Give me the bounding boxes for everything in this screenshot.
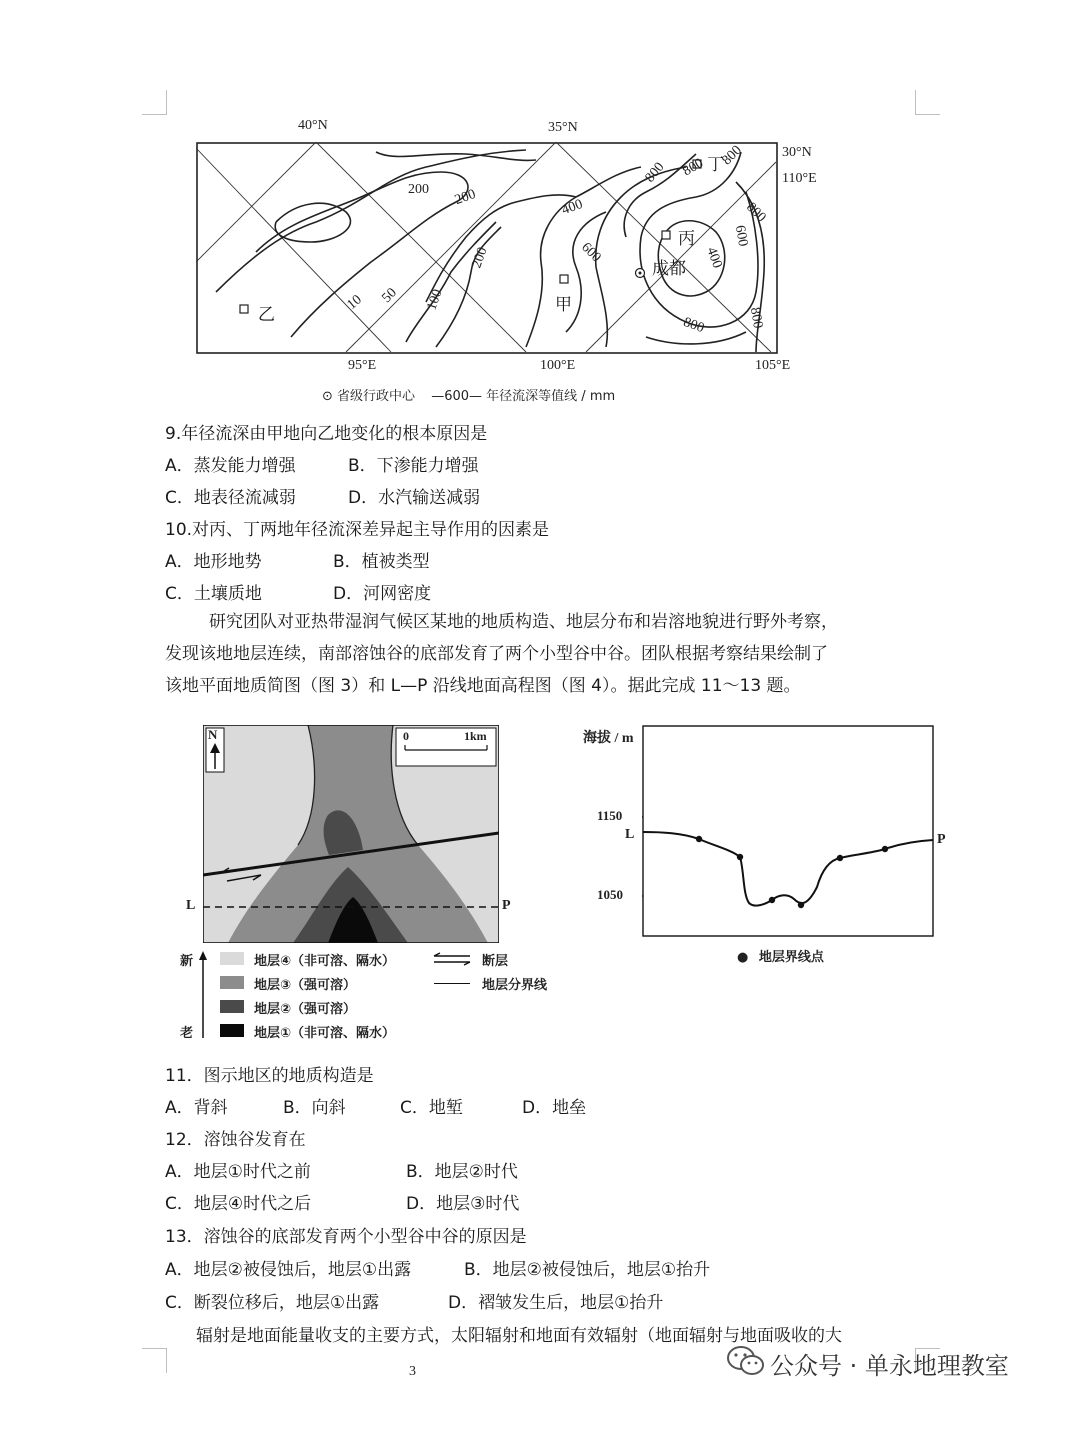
legend-swatch-layer3	[220, 976, 244, 989]
intro-line-1: 研究团队对亚热带湿润气候区某地的地质构造、地层分布和岩溶地貌进行野外考察，	[209, 612, 838, 632]
contour-label: 600	[731, 224, 751, 248]
question-9-option-c[interactable]: C．地表径流减弱	[165, 488, 296, 508]
place-jia: 甲	[555, 295, 572, 315]
legend-contour-line-icon: —	[431, 389, 445, 404]
contour-label: 400	[703, 245, 725, 271]
contour-label: 800	[719, 142, 745, 169]
capital-symbol-icon: ⊙	[322, 389, 333, 404]
contour-label: 800	[642, 159, 668, 186]
fig4-label-l: L	[625, 827, 635, 842]
legend-layer1-label: 地层①（非可溶、隔水）	[254, 1026, 396, 1041]
contour-label: 10	[344, 292, 365, 313]
question-13-option-c[interactable]: C．断裂位移后，地层①出露	[165, 1293, 380, 1313]
question-11-option-c[interactable]: C．地堑	[400, 1098, 463, 1118]
legend-boundary-label: 地层分界线	[482, 978, 548, 993]
corner-mark-bottom-left	[142, 1348, 167, 1373]
contour-label: 800	[743, 199, 769, 226]
age-arrow-icon	[198, 950, 208, 1038]
place-chengdu: 成都	[652, 259, 686, 279]
wechat-logo-icon	[726, 1344, 766, 1378]
question-9-option-d[interactable]: D．水汽输送减弱	[348, 488, 481, 508]
fig4-ylabel: 海拔 / m	[583, 731, 634, 746]
fig3-scale-zero: 0	[403, 729, 409, 743]
question-13-stem: 13．溶蚀谷的底部发育两个小型谷中谷的原因是	[165, 1227, 527, 1247]
legend-contour-value: 600	[444, 389, 470, 404]
corner-mark-top-right	[915, 90, 940, 115]
legend-swatch-layer1	[220, 1024, 244, 1037]
contour-label: 400	[559, 196, 585, 219]
legend-layer4-label: 地层④（非可溶、隔水）	[254, 954, 396, 969]
fig4-legend	[737, 946, 824, 965]
map1-lon-105e: 105°E	[755, 358, 791, 373]
contour-label: 100	[424, 287, 446, 313]
question-12-option-d[interactable]: D．地层③时代	[406, 1194, 520, 1214]
fig3-new-label: 新	[180, 954, 194, 969]
contour-label: 50	[379, 285, 400, 306]
contour-label: 800	[746, 306, 766, 330]
contour-label: 200	[452, 186, 478, 209]
legend-contour-label: 年径流深等值线 / mm	[486, 389, 616, 404]
intro-paragraph	[165, 606, 925, 702]
geologic-sketch-map	[203, 725, 499, 943]
legend-fault-label: 断层	[482, 954, 509, 969]
fig4-tick-1150: 1150	[597, 808, 623, 823]
question-12-option-c[interactable]: C．地层④时代之后	[165, 1194, 312, 1214]
fig4-label-p: P	[937, 832, 946, 847]
legend-layer2-label: 地层②（强可溶）	[254, 1002, 357, 1017]
intro-line-3: 该地平面地质简图（图 3）和 L—P 沿线地面高程图（图 4）。据此完成 11～13 题。	[165, 676, 801, 696]
legend-point-label: 地层界线点	[758, 950, 824, 965]
question-11-option-b[interactable]: B．向斜	[283, 1098, 346, 1118]
question-10-option-a[interactable]: A．地形地势	[165, 552, 262, 572]
legend-layer3-label: 地层③（强可溶）	[254, 978, 357, 993]
fig4-tick-1050: 1050	[597, 887, 623, 902]
page-number: 3	[409, 1364, 416, 1379]
contour-label: 800	[681, 314, 707, 337]
contour-label: 600	[578, 239, 604, 266]
map1-lat-35n: 35°N	[548, 120, 578, 135]
contour-label: 800	[680, 155, 707, 180]
boundary-point-icon: ●	[737, 950, 749, 965]
question-10-option-b[interactable]: B．植被类型	[333, 552, 430, 572]
question-11-option-d[interactable]: D．地垒	[522, 1098, 587, 1118]
fig3-scale-km: 1km	[464, 729, 487, 743]
map1-lat-30n: 30°N	[782, 145, 812, 160]
radiation-paragraph-start: 辐射是地面能量收支的主要方式，太阳辐射和地面有效辐射（地面辐射与地面吸收的大	[196, 1326, 842, 1346]
elevation-profile-chart	[642, 725, 934, 937]
place-ding: 丁	[707, 155, 724, 175]
map1-lon-110e: 110°E	[782, 171, 817, 186]
question-9-option-b[interactable]: B．下渗能力增强	[348, 456, 479, 476]
boundary-line-icon	[434, 983, 470, 984]
question-10-stem: 10.对丙、丁两地年径流深差异起主导作用的因素是	[165, 520, 550, 540]
fig3-label-p: P	[502, 898, 511, 913]
question-12-option-a[interactable]: A．地层①时代之前	[165, 1162, 311, 1182]
question-13-option-b[interactable]: B．地层②被侵蚀后，地层①抬升	[464, 1260, 711, 1280]
map1-lon-95e: 95°E	[348, 358, 377, 373]
intro-line-2: 发现该地地层连续，南部溶蚀谷的底部发育了两个小型谷中谷。团队根据考察结果绘制了	[165, 644, 828, 664]
place-yi: 乙	[258, 305, 275, 325]
fault-symbol-icon	[432, 952, 472, 966]
question-12-option-b[interactable]: B．地层②时代	[406, 1162, 518, 1182]
watermark	[720, 1040, 1080, 1444]
fig3-old-label: 老	[180, 1026, 194, 1041]
place-bing: 丙	[678, 229, 695, 249]
legend-swatch-layer4	[220, 952, 244, 965]
question-10-option-c[interactable]: C．土壤质地	[165, 584, 262, 604]
question-10-option-d[interactable]: D．河网密度	[333, 584, 432, 604]
legend-swatch-layer2	[220, 1000, 244, 1013]
question-13-option-d[interactable]: D．褶皱发生后，地层①抬升	[448, 1293, 664, 1313]
contour-label: 200	[469, 245, 491, 271]
fig3-label-l: L	[186, 898, 196, 913]
contour-label: 200	[408, 182, 429, 197]
corner-mark-top-left	[142, 90, 167, 115]
map1-lon-100e: 100°E	[540, 358, 576, 373]
fig3-north-label: N	[208, 727, 218, 742]
legend-capital-label: 省级行政中心	[337, 389, 416, 404]
question-9-option-a[interactable]: A．蒸发能力增强	[165, 456, 296, 476]
watermark-text: 公众号 · 单永地理教室	[770, 1352, 1009, 1380]
map1-legend: ⊙ 省级行政中心 —600— 年径流深等值线 / mm	[322, 389, 616, 404]
question-11-option-a[interactable]: A．背斜	[165, 1098, 228, 1118]
map1-lat-40n: 40°N	[298, 118, 328, 133]
question-11-stem: 11．图示地区的地质构造是	[165, 1066, 374, 1086]
question-12-stem: 12．溶蚀谷发育在	[165, 1130, 306, 1150]
question-9-stem: 9.年径流深由甲地向乙地变化的根本原因是	[165, 424, 488, 444]
question-13-option-a[interactable]: A．地层②被侵蚀后，地层①出露	[165, 1260, 412, 1280]
